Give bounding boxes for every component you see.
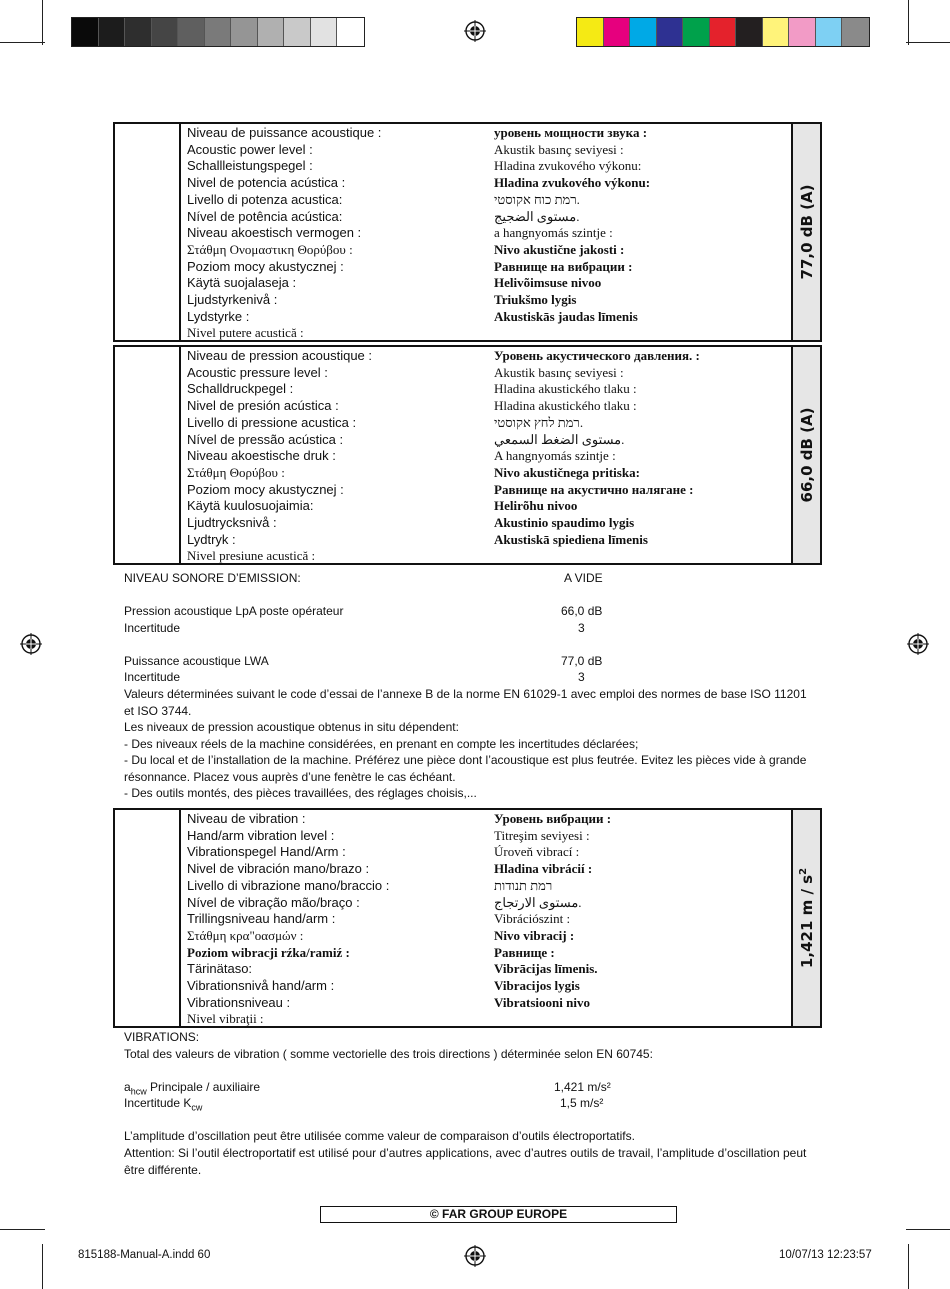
table-cell-translation: Akustiskā spiediena līmenis: [494, 531, 648, 547]
table-blank-column: [115, 347, 181, 563]
table-cell-label: Tärinätaso:: [187, 961, 253, 977]
vibrations-intro: Total des valeurs de vibration ( somme vectorielle des trois directions ) déterminée selon EN 60745:: [124, 1047, 653, 1061]
table-cell-translation: Равнище :: [494, 944, 555, 960]
grayscale-swatch: [284, 18, 311, 46]
table-cell-label: Ljudtrycksnivå :: [187, 515, 277, 530]
grayscale-swatch: [125, 18, 152, 46]
table-cell-label: Livello di vibrazione mano/braccio :: [187, 877, 390, 893]
table-blank-column: [115, 810, 181, 1026]
table-cell-label: Niveau akoestische druk :: [187, 448, 336, 464]
sound-pressure-value: 66,0 dB (A): [797, 407, 816, 503]
table-cell-label: Schalldruckpegel :: [187, 381, 294, 397]
vibration-value: 1,421 m / $s^2$: [797, 867, 816, 969]
kcw-value: 1,5 m/s²: [560, 1096, 604, 1110]
table-cell-label: Ljudstyrkenivå :: [187, 292, 278, 307]
table-cell-translation: Helirõhu nivoo: [494, 498, 578, 514]
grayscale-swatch: [337, 18, 364, 46]
table-cell-label: Στάθμη Ονομαστικη Θορύβου :: [187, 241, 353, 257]
table-blank-column: [115, 124, 181, 340]
table-cell-translation: A hangnyomás szintje :: [494, 448, 616, 464]
grayscale-swatch: [99, 18, 126, 46]
uncertainty-label: Incertitude: [124, 621, 181, 635]
table-cell-label: Hand/arm vibration level :: [187, 827, 335, 843]
crop-mark: [906, 42, 950, 43]
grayscale-swatch: [72, 18, 99, 46]
table-cell-translation: Уровень акустического давления. :: [494, 348, 700, 363]
table-cell-translation: Равнище на вибрации :: [494, 258, 633, 274]
crop-mark: [42, 0, 43, 45]
vibrations-paragraph: L’amplitude d’oscillation peut être utilisée comme valeur de comparaison d’outils électroportatifs.: [124, 1129, 635, 1143]
ahcw-label: $a_{hcw}$ Principale / auxiliaire: [124, 1080, 261, 1097]
grayscale-bar: [71, 17, 365, 47]
table-cell-translation: Hladina zvukového výkonu:: [494, 175, 651, 191]
table-cell-label: Acoustic power level :: [187, 141, 313, 157]
crop-mark: [908, 1244, 909, 1289]
table-cell-label: Nivel de presión acústica :: [187, 398, 339, 414]
color-swatch: [630, 18, 657, 46]
vibrations-paragraph: Attention: Si l’outil électroportatif est utilisé pour d’autres applications, avec d’autres outils de travail, l’amplitude d’oscillation peut être différente.: [124, 1146, 807, 1177]
table-cell-translation: Vibrācijas līmenis.: [494, 961, 598, 977]
color-swatch: [683, 18, 710, 46]
pressure-label: Pression acoustique LpA poste opérateur: [124, 604, 344, 618]
sound-power-table: [113, 122, 822, 342]
grayscale-swatch: [258, 18, 285, 46]
color-swatch: [763, 18, 790, 46]
table-cell-label: Käytä suojalaseja :: [187, 275, 297, 291]
emission-line: - Du local et de l’installation de la machine. Préférez une pièce dont l’acoustique est plus feutrée. Evitez les pièces vide à grande résonnance. Placez vous auprès d’une fenètre le cas échéant.: [124, 753, 807, 784]
registration-mark-icon: [907, 633, 929, 655]
table-cell-label: Schallleistungspegel :: [187, 158, 313, 174]
emission-heading: NIVEAU SONORE D’EMISSION:: [124, 571, 301, 585]
table-cell-translation: Равнище на акустично налягане :: [494, 481, 694, 497]
table-cell-label: Στάθμη Θορύβου :: [187, 464, 285, 480]
table-cell-translation: Úroveň vibrací :: [494, 844, 580, 860]
uncertainty-value: 3: [578, 621, 585, 635]
table-cell-translation: Hladina akustického tlaku :: [494, 398, 637, 414]
table-cell-label: Nivel de potencia acústica :: [187, 175, 346, 191]
table-cell-label: Nível de pressão acústica :: [187, 431, 344, 447]
registration-mark-icon: [464, 20, 486, 42]
sound-power-value: 77,0 dB (A): [797, 184, 816, 280]
pressure-value: 66,0 dB: [561, 604, 603, 618]
vibration-table: [113, 808, 822, 1028]
ahcw-value: 1,421 m/s²: [554, 1080, 611, 1094]
copyright-box: © FAR GROUP EUROPE: [320, 1206, 677, 1223]
table-cell-label: Livello di potenza acustica:: [187, 191, 343, 207]
registration-mark-icon: [20, 633, 42, 655]
power-label: Puissance acoustique LWA: [124, 654, 269, 668]
uncertainty-label: Incertitude: [124, 670, 181, 684]
table-cell-label: Nivel vibraţii :: [187, 1011, 264, 1027]
table-cell-translation: Helivõimsuse nivoo: [494, 275, 602, 291]
table-cell-translation: Nivo vibracij :: [494, 927, 575, 943]
table-cell-label: Nivel putere acustică :: [187, 325, 304, 341]
table-cell-label: Vibrationsniveau :: [187, 994, 291, 1010]
color-swatch: [577, 18, 604, 46]
sound-pressure-table: [113, 345, 822, 565]
crop-mark: [0, 1229, 45, 1230]
table-cell-translation: רמת לחץ אקוסטי.: [494, 414, 584, 430]
table-cell-translation: רמת כוח אקוסטי.: [494, 191, 580, 207]
grayscale-swatch: [178, 18, 205, 46]
color-swatch: [710, 18, 737, 46]
table-cell-translation: Hladina zvukového výkonu:: [494, 158, 642, 174]
table-cell-label: Lydstyrke :: [187, 308, 250, 324]
table-value-column: [791, 810, 820, 1026]
crop-mark: [906, 1229, 950, 1230]
emission-heading-right: A VIDE: [564, 571, 603, 585]
table-cell-translation: مستوى الارتجاج.: [494, 894, 582, 910]
crop-mark: [42, 1244, 43, 1289]
table-cell-label: Poziom mocy akustycznej :: [187, 481, 344, 497]
emission-line: - Des niveaux réels de la machine considérées, en prenant en compte les incertitudes déclarées;: [124, 737, 639, 751]
table-cell-translation: Hladina vibrácií :: [494, 861, 593, 877]
color-bar: [576, 17, 870, 47]
table-cell-translation: Nivo akustičnega pritiska:: [494, 464, 640, 480]
color-swatch: [816, 18, 843, 46]
kcw-label: Incertitude $K_{cw}$: [124, 1096, 203, 1113]
grayscale-swatch: [311, 18, 338, 46]
emission-paragraph: Valeurs déterminées suivant le code d’essai de l’annexe B de la norme EN 61029-1 avec emploi des normes de base ISO 11201 et ISO 3744.: [124, 687, 807, 718]
color-swatch: [657, 18, 684, 46]
footer-timestamp: 10/07/13 12:23:57: [779, 1249, 872, 1261]
table-cell-label: Vibrationsnivå hand/arm :: [187, 978, 335, 993]
color-swatch: [842, 18, 869, 46]
table-cell-label: Nível de potência acústica:: [187, 208, 343, 224]
grayscale-swatch: [152, 18, 179, 46]
table-cell-translation: Akustik basınç seviyesi :: [494, 364, 624, 380]
table-cell-translation: Vibrációszint :: [494, 911, 571, 927]
table-cell-label: Nível de vibração mão/braço :: [187, 894, 360, 910]
crop-mark: [908, 0, 909, 45]
table-cell-label: Lydtryk :: [187, 531, 236, 547]
table-cell-label: Poziom wibracji rźka/ramiź :: [187, 944, 350, 960]
table-cell-label: Niveau de vibration :: [187, 811, 306, 826]
color-swatch: [736, 18, 763, 46]
table-cell-translation: уровень мощности звука :: [494, 125, 648, 140]
table-cell-label: Nivel presiune acustică :: [187, 548, 316, 564]
table-cell-translation: Akustik basınç seviyesi :: [494, 141, 624, 157]
emission-line: - Des outils montés, des pièces travaillées, des réglages choisis,...: [124, 786, 477, 800]
table-cell-translation: Triukšmo lygis: [494, 292, 577, 307]
table-cell-translation: Vibracijos lygis: [494, 978, 580, 993]
table-cell-label: Acoustic pressure level :: [187, 364, 328, 380]
table-value-column: [791, 124, 820, 340]
table-cell-label: Niveau akoestisch vermogen :: [187, 225, 362, 241]
power-value: 77,0 dB: [561, 654, 603, 668]
table-cell-translation: Hladina akustického tlaku :: [494, 381, 637, 397]
table-cell-label: Vibrationspegel Hand/Arm :: [187, 844, 346, 860]
table-cell-translation: مستوى الضجيج.: [494, 208, 580, 224]
table-cell-translation: רמת תנודות: [494, 877, 553, 893]
table-cell-translation: Nivo akustične jakosti :: [494, 241, 625, 257]
crop-mark: [0, 42, 45, 43]
grayscale-swatch: [231, 18, 258, 46]
table-cell-label: Trillingsniveau hand/arm :: [187, 911, 336, 927]
vibrations-heading: VIBRATIONS:: [124, 1030, 200, 1044]
table-cell-translation: Akustiskās jaudas līmenis: [494, 308, 638, 324]
color-swatch: [604, 18, 631, 46]
table-cell-translation: Уровень вибрации :: [494, 811, 612, 826]
table-cell-translation: Akustinio spaudimo lygis: [494, 515, 635, 530]
grayscale-swatch: [205, 18, 232, 46]
table-cell-label: Nivel de vibración mano/brazo :: [187, 861, 370, 877]
table-cell-label: Livello di pressione acustica :: [187, 414, 357, 430]
table-cell-label: Niveau de puissance acoustique :: [187, 125, 382, 140]
uncertainty-value: 3: [578, 670, 585, 684]
table-cell-translation: Titreşim seviyesi :: [494, 827, 590, 843]
table-cell-translation: a hangnyomás szintje :: [494, 225, 613, 241]
table-cell-label: Poziom mocy akustycznej :: [187, 258, 344, 274]
table-cell-translation: Vibratsiooni nivo: [494, 994, 590, 1010]
emission-line: Les niveaux de pression acoustique obtenus in situ dépendent:: [124, 720, 459, 734]
table-cell-label: Käytä kuulosuojaimia:: [187, 498, 314, 514]
table-cell-label: Niveau de pression acoustique :: [187, 348, 373, 363]
table-value-column: [791, 347, 820, 563]
table-cell-label: Στάθμη κρα"οασμών :: [187, 927, 304, 943]
table-cell-translation: مستوى الضغط السمعي.: [494, 431, 625, 447]
footer-filename: 815188-Manual-A.indd 60: [78, 1249, 211, 1261]
registration-mark-icon: [464, 1245, 486, 1267]
color-swatch: [789, 18, 816, 46]
